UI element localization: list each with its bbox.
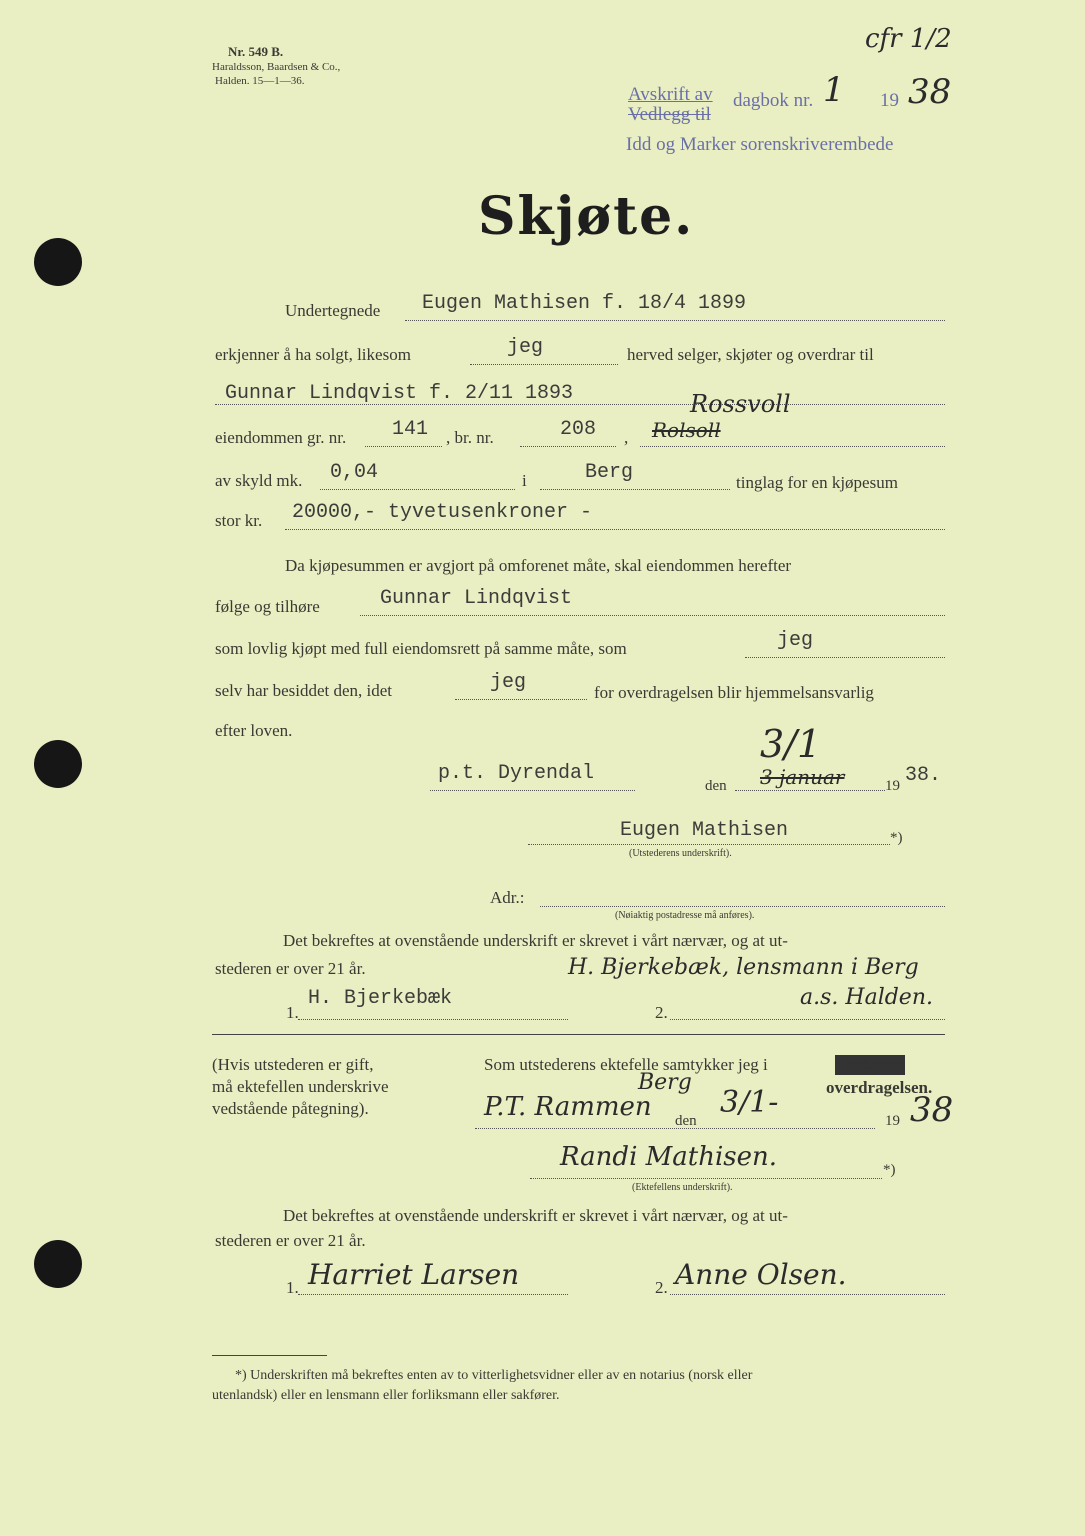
sig-caption: (Ektefellens underskrift). xyxy=(632,1182,733,1193)
footnote-line: *) Underskriften må bekreftes enten av to vitterlighetsvidner eller av en notarius (norsk eller xyxy=(235,1368,753,1383)
witness-1-signature: Harriet Larsen xyxy=(308,1258,520,1291)
year-prefix: 19 xyxy=(885,778,900,794)
punch-hole xyxy=(34,740,82,788)
witness-1-name: H. Bjerkebæk xyxy=(308,987,453,1010)
footnote-rule xyxy=(212,1355,327,1356)
erkjenner-label: erkjenner å ha solgt, likesom xyxy=(215,345,411,364)
stor-field: 20000,- tyvetusenkroner - xyxy=(292,501,593,524)
dotted-line xyxy=(430,790,635,791)
folge-field: Gunnar Lindqvist xyxy=(380,587,573,610)
stor-label: stor kr. xyxy=(215,511,263,530)
sig-mark: *) xyxy=(890,830,903,846)
skyld-label: av skyld mk. xyxy=(215,471,303,490)
dotted-line xyxy=(470,364,618,365)
adr-caption: (Nøiaktig postadresse må anføres). xyxy=(615,910,755,921)
spouse-berg: Berg xyxy=(638,1070,692,1095)
witness-1-number: 1. xyxy=(286,1278,299,1297)
witness-2-signature: H. Bjerkebæk, lensmann i Berg xyxy=(568,955,919,980)
skyld-field: 0,04 xyxy=(330,461,379,484)
herved-label: herved selger, skjøter og overdrar til xyxy=(627,345,874,364)
year-suffix: 38. xyxy=(905,764,942,787)
dotted-line xyxy=(285,529,945,530)
spouse-note: må ektefellen underskrive xyxy=(212,1077,389,1096)
form-number: Nr. 549 B. xyxy=(228,44,284,59)
divider xyxy=(212,1034,945,1035)
dotted-line xyxy=(298,1294,568,1295)
spouse-note: (Hvis utstederen er gift, xyxy=(212,1055,374,1074)
dotted-line xyxy=(745,657,945,658)
witness-1-number: 1. xyxy=(286,1003,299,1022)
consent-struck: avståelsen xyxy=(835,1055,905,1074)
printer-place: Halden. 15—1—36. xyxy=(215,75,305,87)
selv-label: selv har besiddet den, idet xyxy=(215,681,393,700)
spouse-year-suffix: 38 xyxy=(910,1090,954,1130)
dotted-line xyxy=(640,446,945,447)
spouse-date: 3/1- xyxy=(720,1085,779,1120)
seller-field: Eugen Mathisen f. 18/4 1899 xyxy=(422,292,747,315)
signing-place: p.t. Dyrendal xyxy=(438,762,595,785)
som-field: jeg xyxy=(777,629,814,652)
selv-field: jeg xyxy=(490,671,527,694)
signature-line xyxy=(528,844,890,845)
spouse-year-prefix: 19 xyxy=(885,1113,900,1129)
witness-text: Det bekreftes at ovenstående underskrift er skrevet i vårt nærvær, og at ut- xyxy=(283,1206,788,1225)
folge-label: følge og tilhøre xyxy=(215,597,320,616)
spouse-note: vedstående påtegning). xyxy=(212,1099,369,1118)
footnote-line: utenlandsk) eller en lensmann eller forliksmann eller sakfører. xyxy=(212,1388,560,1403)
stamp-dagbok-label: dagbok nr. xyxy=(733,90,814,111)
buyer-field: Gunnar Lindqvist f. 2/11 1893 xyxy=(225,382,574,405)
adr-label: Adr.: xyxy=(490,888,525,907)
undertegnede-label: Undertegnede xyxy=(285,301,381,320)
spouse-signature: Randi Mathisen. xyxy=(560,1142,778,1172)
dotted-line xyxy=(405,320,945,321)
witness-2-number: 2. xyxy=(655,1278,668,1297)
dotted-line xyxy=(320,489,515,490)
witness-2-signature-b: a.s. Halden. xyxy=(800,985,933,1010)
stamp-year-prefix: 19 xyxy=(880,90,899,111)
dotted-line xyxy=(298,1019,568,1020)
witness-text: stederen er over 21 år. xyxy=(215,959,366,978)
br-nr-field: 208 xyxy=(560,418,597,441)
i-label: i xyxy=(522,471,527,490)
stamp-vedlegg: Vedlegg til xyxy=(628,104,711,125)
punch-hole xyxy=(34,1240,82,1288)
gr-nr-label: eiendommen gr. nr. xyxy=(215,428,347,447)
stamp-avskrift: Avskrift av xyxy=(628,84,713,105)
paragraph-text: Da kjøpesummen er avgjort på omforenet måte, skal eiendommen herefter xyxy=(285,556,792,575)
tinglag-field: Berg xyxy=(585,461,634,484)
consent-text: Som utstederens ektefelle samtykker jeg i xyxy=(484,1055,768,1074)
dotted-line xyxy=(540,489,730,490)
dotted-line xyxy=(540,906,945,907)
signing-date: 3/1 xyxy=(760,722,822,766)
efter-loven: efter loven. xyxy=(215,721,293,740)
comma: , xyxy=(624,428,629,447)
stamp-office: Idd og Marker sorenskriverembede xyxy=(626,134,894,155)
seller-signature: Eugen Mathisen xyxy=(620,819,789,842)
dotted-line xyxy=(670,1294,945,1295)
dotted-line xyxy=(475,1128,875,1129)
property-name: Rossvoll xyxy=(690,390,791,418)
witness-text: stederen er over 21 år. xyxy=(215,1231,366,1250)
punch-hole xyxy=(34,238,82,286)
witness-2-number: 2. xyxy=(655,1003,668,1022)
dagbok-number: 1 xyxy=(823,70,845,110)
spouse-den-label: den xyxy=(675,1113,697,1129)
dotted-line xyxy=(455,699,587,700)
spouse-place: P.T. Rammen xyxy=(484,1092,652,1122)
date-struck: 3 januar xyxy=(760,765,845,789)
erkjenner-field: jeg xyxy=(507,336,544,359)
property-struck: Rolsoll xyxy=(652,418,721,442)
br-nr-label: , br. nr. xyxy=(446,428,494,447)
sig-caption: (Utstederens underskrift). xyxy=(629,848,732,859)
printer-name: Haraldsson, Baardsen & Co., xyxy=(212,61,341,73)
dotted-line xyxy=(735,790,885,791)
som-label: som lovlig kjøpt med full eiendomsrett på samme måte, som xyxy=(215,639,627,658)
dotted-line xyxy=(520,446,616,447)
stamp-year-suffix: 38 xyxy=(908,72,952,112)
sig-mark: *) xyxy=(883,1162,896,1178)
witness-2-signature: Anne Olsen. xyxy=(675,1258,847,1291)
corner-note: cfr 1/2 xyxy=(865,24,952,54)
tinglag-label: tinglag for en kjøpesum xyxy=(736,473,898,492)
document-title: Skjøte. xyxy=(478,186,695,247)
dotted-line xyxy=(360,615,945,616)
selv-rest: for overdragelsen blir hjemmelsansvarlig xyxy=(594,683,874,702)
signature-line xyxy=(530,1178,882,1179)
den-label: den xyxy=(705,778,727,794)
gr-nr-field: 141 xyxy=(392,418,429,441)
dotted-line xyxy=(365,446,442,447)
dotted-line xyxy=(670,1019,945,1020)
witness-text: Det bekreftes at ovenstående underskrift er skrevet i vårt nærvær, og at ut- xyxy=(283,931,788,950)
consent-end: overdragelsen. xyxy=(826,1078,933,1097)
